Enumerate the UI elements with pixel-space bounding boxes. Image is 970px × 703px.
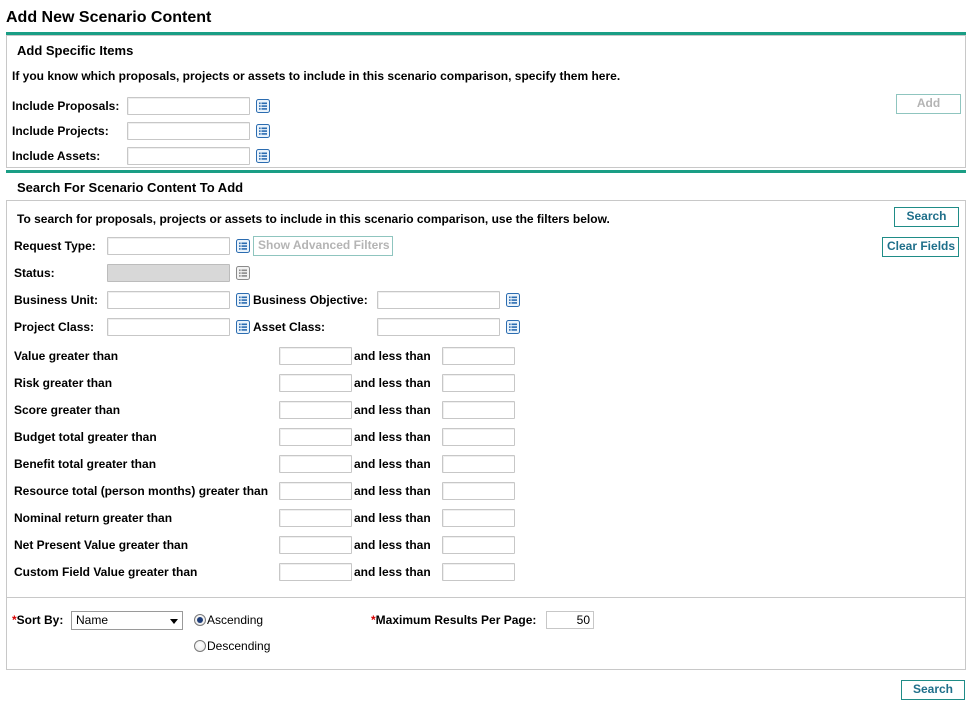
list-icon[interactable] xyxy=(506,320,520,334)
asset-class-input[interactable] xyxy=(377,318,500,336)
list-icon xyxy=(236,266,250,280)
search-section-title: Search For Scenario Content To Add xyxy=(17,180,244,195)
max-results-label xyxy=(371,613,536,627)
status-input xyxy=(107,264,230,282)
range-label: Custom Field Value greater than xyxy=(14,565,198,579)
list-icon[interactable] xyxy=(256,99,270,113)
range-max-input[interactable] xyxy=(442,536,515,554)
footer-search-button[interactable]: Search xyxy=(901,680,965,700)
request-type-label: Request Type: xyxy=(14,239,96,253)
range-max-input[interactable] xyxy=(442,509,515,527)
ascending-radio[interactable] xyxy=(194,614,206,626)
range-connector: and less than xyxy=(354,484,431,498)
range-min-input[interactable] xyxy=(279,482,352,500)
list-icon[interactable] xyxy=(256,124,270,138)
descending-label[interactable]: Descending xyxy=(207,639,271,653)
range-max-input[interactable] xyxy=(442,455,515,473)
business-objective-input[interactable] xyxy=(377,291,500,309)
range-min-input[interactable] xyxy=(279,428,352,446)
add-button[interactable]: Add xyxy=(896,94,961,114)
range-connector: and less than xyxy=(354,457,431,471)
range-connector: and less than xyxy=(354,349,431,363)
range-min-input[interactable] xyxy=(279,347,352,365)
required-marker: * xyxy=(12,613,17,627)
range-max-input[interactable] xyxy=(442,347,515,365)
sort-by-select[interactable] xyxy=(71,611,183,630)
business-unit-label: Business Unit: xyxy=(14,293,99,307)
range-label: Benefit total greater than xyxy=(14,457,157,471)
ascending-label[interactable]: Ascending xyxy=(207,613,264,627)
list-icon[interactable] xyxy=(236,239,250,253)
list-icon[interactable] xyxy=(236,293,250,307)
include-projects-label: Include Projects: xyxy=(12,124,109,138)
range-max-input[interactable] xyxy=(442,401,515,419)
range-connector: and less than xyxy=(354,376,431,390)
include-proposals-label: Include Proposals: xyxy=(12,99,120,113)
request-type-input[interactable] xyxy=(107,237,230,255)
specific-items-title: Add Specific Items xyxy=(17,43,134,58)
project-class-label: Project Class: xyxy=(14,320,95,334)
range-max-input[interactable] xyxy=(442,428,515,446)
asset-class-label: Asset Class: xyxy=(253,320,326,334)
range-connector: and less than xyxy=(354,430,431,444)
range-min-input[interactable] xyxy=(279,374,352,392)
chevron-down-icon xyxy=(170,619,178,624)
section-divider xyxy=(6,170,966,173)
max-results-input[interactable]: 50 xyxy=(546,611,594,629)
range-max-input[interactable] xyxy=(442,482,515,500)
list-icon[interactable] xyxy=(506,293,520,307)
sort-by-label xyxy=(12,613,63,627)
search-instructions: To search for proposals, projects or assets to include in this scenario comparison, use the filters below. xyxy=(17,212,610,226)
list-icon[interactable] xyxy=(236,320,250,334)
max-results-text: Maximum Results Per Page: xyxy=(375,613,537,627)
range-label: Nominal return greater than xyxy=(14,511,173,525)
range-max-input[interactable] xyxy=(442,374,515,392)
include-assets-input[interactable] xyxy=(127,147,250,165)
range-min-input[interactable] xyxy=(279,563,352,581)
range-label: Value greater than xyxy=(14,349,119,363)
range-min-input[interactable] xyxy=(279,509,352,527)
project-class-input[interactable] xyxy=(107,318,230,336)
range-label: Resource total (person months) greater than xyxy=(14,484,269,498)
range-min-input[interactable] xyxy=(279,455,352,473)
sort-by-text: Sort By: xyxy=(16,613,64,627)
range-label: Score greater than xyxy=(14,403,121,417)
range-label: Budget total greater than xyxy=(14,430,157,444)
range-connector: and less than xyxy=(354,538,431,552)
range-min-input[interactable] xyxy=(279,536,352,554)
list-icon[interactable] xyxy=(256,149,270,163)
range-min-input[interactable] xyxy=(279,401,352,419)
include-projects-input[interactable] xyxy=(127,122,250,140)
sort-divider xyxy=(7,597,965,598)
sort-by-selected: Name xyxy=(76,613,109,627)
business-unit-input[interactable] xyxy=(107,291,230,309)
range-connector: and less than xyxy=(354,511,431,525)
status-label: Status: xyxy=(14,266,55,280)
page-title: Add New Scenario Content xyxy=(6,9,212,26)
business-objective-label: Business Objective: xyxy=(253,293,368,307)
clear-fields-button[interactable]: Clear Fields xyxy=(882,237,959,257)
include-assets-label: Include Assets: xyxy=(12,149,101,163)
range-connector: and less than xyxy=(354,565,431,579)
range-max-input[interactable] xyxy=(442,563,515,581)
search-button[interactable]: Search xyxy=(894,207,959,227)
specific-items-instructions: If you know which proposals, projects or assets to include in this scenario comparison, specify them here. xyxy=(12,69,621,83)
range-label: Risk greater than xyxy=(14,376,113,390)
show-advanced-filters-button[interactable]: Show Advanced Filters xyxy=(253,236,393,256)
range-connector: and less than xyxy=(354,403,431,417)
range-label: Net Present Value greater than xyxy=(14,538,189,552)
required-marker: * xyxy=(371,613,376,627)
include-proposals-input[interactable] xyxy=(127,97,250,115)
descending-radio[interactable] xyxy=(194,640,206,652)
